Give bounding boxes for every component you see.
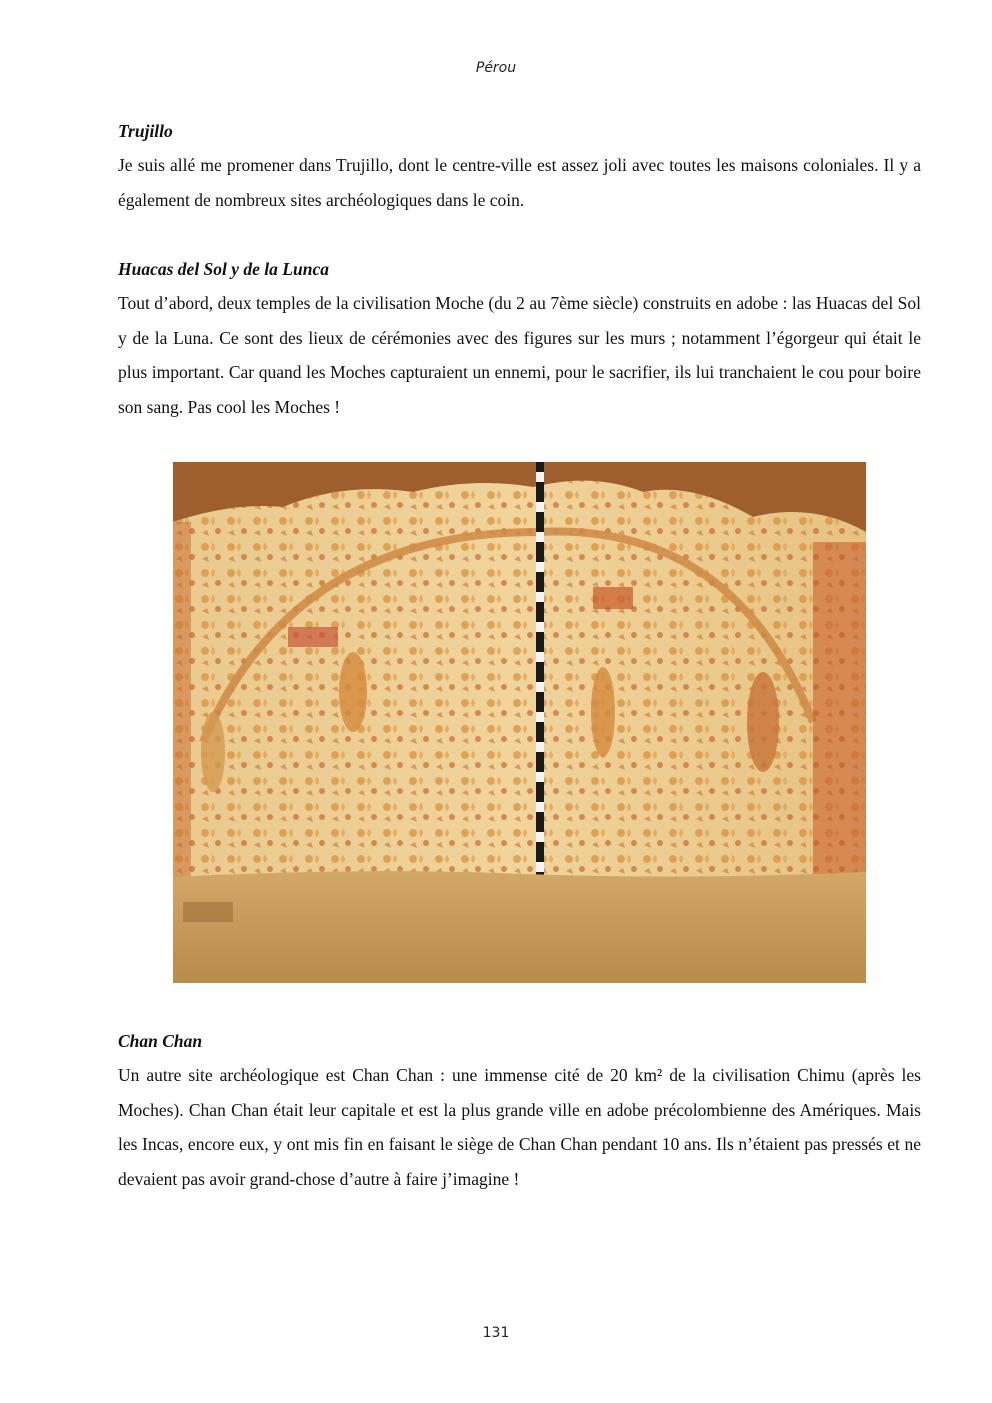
moche-wall-photo [173, 462, 866, 983]
section-heading: Chan Chan [118, 1031, 203, 1051]
section-paragraph: Un autre site archéologique est Chan Chan : une immense cité de 20 km² de la civilisation Chimu (après les Moches). Chan Chan était leur capitale et est la plus grande ville en adobe précolombienne des Amériques. Mais les Incas, encore eux, y ont mis fin en faisant le siège de Chan Chan pendant 10 ans. Ils n’étaient pas pressés et ne devaient pas avoir grand-chose d’autre à faire j’imagine ! [118, 1065, 921, 1189]
section-chan-chan [118, 1024, 921, 1196]
section-paragraph: Tout d’abord, deux temples de la civilisation Moche (du 2 au 7ème siècle) construits en adobe : las Huacas del Sol y de la Luna. Ce sont des lieux de cérémonies avec des figures sur les murs ; notamment l’égorgeur qui était le plus important. Car quand les Moches capturaient un ennemi, pour le sacrifier, ils lui tranchaient le cou pour boire son sang. Pas cool les Moches ! [118, 293, 921, 417]
page-header: Pérou [475, 60, 517, 76]
section-huacas [118, 252, 921, 424]
section-heading: Trujillo [118, 121, 173, 141]
section-heading: Huacas del Sol y de la Lunca [118, 259, 329, 279]
page-number: 131 [482, 1325, 510, 1341]
section-paragraph: Je suis allé me promener dans Trujillo, dont le centre-ville est assez joli avec toutes les maisons coloniales. Il y a également de nombreux sites archéologiques dans le coin. [118, 155, 921, 210]
section-trujillo [118, 114, 921, 217]
